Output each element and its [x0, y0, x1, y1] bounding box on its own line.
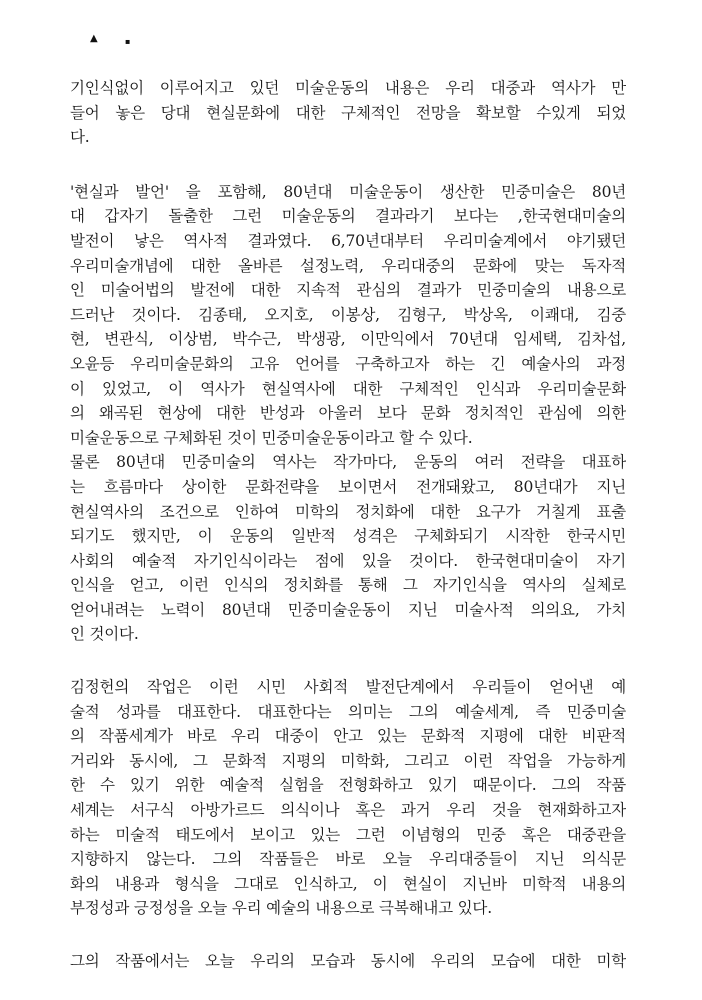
text-line: 화의 내용과 형식을 그대로 인식하고, 이 현실이 지닌바 미학적 내용의	[70, 874, 626, 893]
text-line: 의 왜곡된 현상에 대한 반성과 아울러 보다 문화 정치적인 관심에 의한	[70, 404, 626, 423]
text-line: '현실과 발언' 을 포함해, 80년대 미술운동이 생산한 민중미술은 80년	[70, 182, 626, 201]
document-body	[70, 76, 626, 974]
paragraph-1	[70, 76, 626, 150]
text-line: 는 흐름마다 상이한 문화전략을 보이면서 전개돼왔고, 80년대가 지닌	[70, 477, 626, 496]
scan-mark-left: ▲	[90, 33, 98, 44]
text-line: 인식을 얻고, 이런 인식의 정치화를 통해 그 자기인식을 역사의 실체로	[70, 576, 626, 595]
text-line: 그의 작품에서는 오늘 우리의 모습과 동시에 우리의 모습에 대한 미학	[70, 952, 626, 970]
text-line: 오윤등 우리미술문화의 고유 언어를 구축하고자 하는 긴 예술사의 과정	[70, 354, 626, 373]
scan-mark-right: ▪	[125, 37, 131, 46]
paragraph-gap	[70, 647, 626, 675]
paragraph-gap	[70, 921, 626, 949]
text-line: 다.	[70, 128, 90, 147]
text-line: 의 작품세계가 바로 우리 대중이 안고 있는 문화적 지평에 대한 비판적	[70, 727, 626, 746]
text-line: 대 갑자기 돌출한 그런 미술운동의 결과라기 보다는 ,한국현대미술의	[70, 207, 626, 226]
paragraph-gap	[70, 150, 626, 180]
text-line: 미술운동으로 구체화된 것이 민중미술운동이라고 할 수 있다.	[70, 428, 473, 447]
text-line: 세계는 서구식 아방가르드 의식이나 혹은 과거 우리 것을 현재화하고자	[70, 801, 626, 820]
text-line: 이 있었고, 이 역사가 현실역사에 대한 구체적인 인식과 우리미술문화	[70, 379, 626, 398]
text-line: 인 미술어법의 발전에 대한 지속적 관심의 결과가 민중미술의 내용으로	[70, 281, 626, 300]
paragraph-3	[70, 675, 626, 921]
text-line: 사회의 예술적 자기인식이라는 점에 있을 것이다. 한국현대미술이 자기	[70, 551, 626, 570]
text-line: 우리미술개념에 대한 올바른 설정노력, 우리대중의 문화에 맞는 독자적	[70, 256, 626, 275]
text-line: 되기도 했지만, 이 운동의 일반적 성격은 구체화되기 시작한 한국시민	[70, 527, 626, 546]
text-line: 거리와 동시에, 그 문화적 지평의 미학화, 그리고 이런 작업을 가능하게	[70, 751, 626, 770]
text-line: 부정성과 긍정성을 오늘 우리 예술의 내용으로 극복해내고 있다.	[70, 899, 492, 918]
text-line: 기인식없이 이루어지고 있던 미술운동의 내용은 우리 대중과 역사가 만	[70, 79, 626, 97]
text-line: 하는 미술적 태도에서 보이고 있는 그런 이념형의 민중 혹은 대중관을	[70, 825, 626, 844]
text-line: 한 수 있기 위한 예술적 실험을 전형화하고 있기 때문이다. 그의 작품	[70, 776, 626, 795]
text-line: 드러난 것이다. 김종태, 오지호, 이봉상, 김형구, 박상옥, 이쾌대, 김중	[70, 305, 626, 324]
text-line: 얻어내려는 노력이 80년대 민중미술운동이 지닌 미술사적 의의요, 가치	[70, 600, 626, 619]
text-line: 술적 성과를 대표한다. 대표한다는 의미는 그의 예술세계, 즉 민중미술	[70, 702, 626, 721]
text-line: 김정헌의 작업은 이런 시민 사회적 발전단계에서 우리들이 얻어낸 예	[70, 678, 626, 697]
paragraph-2	[70, 180, 626, 647]
text-line: 인 것이다.	[70, 625, 139, 644]
text-line: 현, 변관식, 이상범, 박수근, 박생광, 이만익에서 70년대 임세택, 김차섭,	[70, 330, 626, 349]
text-line: 현실역사의 조건으로 인하여 미학의 정치화에 대한 요구가 거칠게 표출	[70, 502, 626, 521]
text-line: 지향하지 않는다. 그의 작품들은 바로 오늘 우리대중들이 지닌 의식문	[70, 850, 626, 869]
paragraph-4	[70, 949, 626, 974]
text-line: 발전이 낳은 역사적 결과였다. 6,70년대부터 우리미술계에서 야기됐던	[70, 231, 626, 250]
text-line: 물론 80년대 민중미술의 역사는 작가마다, 운동의 여러 전략을 대표하	[70, 453, 626, 472]
text-line: 들어 놓은 당대 현실문화에 대한 구체적인 전망을 확보할 수있게 되었	[70, 103, 626, 122]
